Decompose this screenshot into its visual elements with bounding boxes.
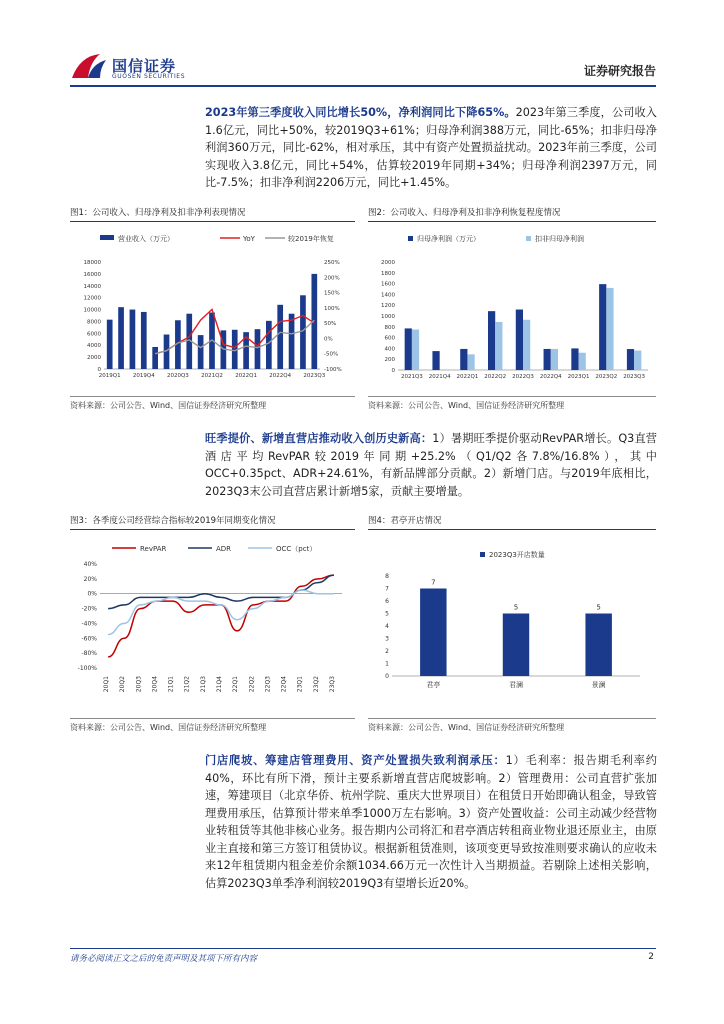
- fig4-y-tick: 7: [385, 585, 389, 593]
- fig1-bar-revenue: [198, 335, 204, 369]
- fig3-x-tick: 22Q1: [232, 676, 240, 693]
- fig3-x-tick: 23Q1: [296, 676, 304, 693]
- paragraph-profit-pressure-highlight: 门店爬坡、筹建店管理费用、资产处置损失致利润承压：: [205, 754, 506, 767]
- fig3-y-tick: 20%: [83, 575, 97, 583]
- fig2-source: 资料来源：公司公告、Wind、国信证券经济研究所整理: [368, 401, 565, 410]
- fig2-bar-netprofit: [544, 349, 551, 370]
- fig2-legend: [408, 234, 584, 243]
- fig1-bar-revenue: [130, 310, 136, 369]
- fig1-bar-revenue: [255, 329, 261, 369]
- fig2-title-rule: [368, 221, 656, 222]
- fig1-y-tick-right: 50%: [324, 321, 337, 328]
- fig3-y-tick: 40%: [83, 561, 97, 568]
- fig3-y-tick: -20%: [81, 605, 97, 613]
- fig2-legend-netprofit: 归母净利润（万元）: [417, 235, 480, 243]
- fig4-bars: [420, 579, 612, 677]
- company-name-cn: 国信证券: [112, 57, 177, 75]
- fig2-y-tick: 800: [384, 324, 395, 331]
- fig3-x-tick: 21Q3: [199, 676, 207, 693]
- fig3-y-tick: -40%: [81, 620, 97, 628]
- fig3-source: 资料来源：公司公告、Wind、国信证券经济研究所整理: [70, 723, 267, 732]
- fig4-data-label: 5: [596, 603, 601, 612]
- fig4-y-tick: 4: [385, 623, 389, 630]
- fig1-bar-revenue: [266, 321, 272, 369]
- fig1-y-tick-left: 6000: [87, 331, 101, 338]
- fig2-bar-deducted: [412, 330, 419, 371]
- fig3-line-revpar: [108, 575, 334, 657]
- fig4-chart: [368, 534, 658, 714]
- fig4-bar: [420, 589, 446, 677]
- fig2-y-tick: 1200: [381, 303, 395, 310]
- fig4-title-rule: [368, 529, 656, 530]
- paragraph-profit-pressure: [205, 752, 657, 892]
- fig1-y-tick-left: 18000: [83, 260, 101, 266]
- fig3-y-tick: -80%: [81, 650, 97, 658]
- fig3-chart: [70, 534, 360, 714]
- fig3-y-tick: -100%: [77, 665, 97, 672]
- fig3-x-tick: 22Q3: [264, 676, 272, 693]
- footer-disclaimer-note: 请务必阅读正文之后的免责声明及其项下所有内容: [70, 954, 258, 964]
- fig2-x-tick: 2022Q1: [456, 374, 479, 380]
- fig4-bar: [585, 614, 611, 677]
- fig1-bar-revenue: [107, 320, 113, 369]
- fig3-x-tick: 23Q2: [312, 676, 320, 693]
- fig1-x-tick: 2020Q3: [166, 373, 189, 379]
- fig4-legend: [480, 550, 545, 559]
- fig1-legend: [100, 234, 334, 243]
- fig1-y-tick-left: 10000: [83, 307, 101, 314]
- fig2-legend-deducted: 扣非归母净利润: [535, 235, 584, 243]
- company-name-en: GUOSEN SECURITIES: [112, 73, 186, 80]
- fig1-bottom-rule: [70, 396, 355, 397]
- fig1-chart: [70, 224, 360, 394]
- fig1-bar-revenue: [152, 347, 158, 369]
- fig1-y-tick-left: 14000: [83, 283, 101, 290]
- fig1-x-tick: 2019Q4: [132, 373, 155, 379]
- page-number: 2: [648, 952, 654, 962]
- fig3-x-tick: 20Q3: [135, 676, 143, 693]
- fig4-y-tick: 8: [385, 573, 389, 580]
- fig3-line-adr: [108, 575, 334, 609]
- fig1-title: 图1：公司收入、归母净利及扣非净利表现情况: [70, 208, 246, 218]
- fig2-bar-netprofit: [571, 348, 578, 370]
- fig2-bar-deducted: [467, 354, 474, 370]
- fig2-bar-deducted: [606, 288, 613, 370]
- fig3-title: 图3：各季度公司经营综合指标较2019年同期变化情况: [70, 516, 276, 526]
- fig2-y-tick: 400: [384, 346, 395, 353]
- fig4-data-label: 7: [431, 578, 436, 587]
- fig3-bottom-rule: [70, 718, 355, 719]
- fig1-legend-revenue-swatch: [100, 235, 114, 240]
- fig1-y-tick-left: 0: [97, 367, 101, 373]
- fig2-bar-netprofit: [516, 310, 523, 370]
- fig1-y-tick-right: 0%: [324, 336, 333, 343]
- fig2-y-tick: 0: [391, 368, 395, 374]
- fig2-y-tick: 600: [384, 335, 395, 342]
- fig2-title: 图2：公司收入、归母净利及扣非净利恢复程度情况: [368, 208, 561, 218]
- fig1-bar-revenue: [289, 314, 295, 369]
- fig2-bottom-rule: [368, 396, 656, 397]
- fig4-bottom-rule: [368, 718, 656, 719]
- fig1-y-tick-left: 12000: [83, 295, 101, 302]
- fig2-chart: [368, 224, 658, 394]
- fig2-legend-netprofit-swatch: [408, 236, 413, 241]
- fig1-legend-yoy: YoY: [243, 235, 255, 243]
- fig2-x-tick: 2022Q4: [539, 374, 562, 380]
- paragraph-revenue-drivers: [205, 430, 657, 500]
- fig2-bar-deducted: [579, 353, 586, 370]
- fig3-legend-occ: OCC（pct）: [276, 545, 317, 553]
- fig2-bar-netprofit: [432, 351, 439, 370]
- fig2-bar-netprofit: [599, 284, 606, 370]
- fig1-x-tick: 2022Q4: [269, 373, 292, 379]
- fig1-y-tick-left: 2000: [87, 355, 101, 362]
- fig2-x-tick: 2023Q3: [623, 374, 646, 380]
- footer-divider: [70, 948, 656, 949]
- fig2-y-tick: 1800: [381, 270, 395, 277]
- fig4-data-label: 5: [513, 603, 519, 612]
- paragraph-q3-summary-body: 2023年第三季度，公司收入1.6亿元，同比+50%，较2019Q3+61%；归母净利润388万元，同比-65%；扣非归母净利润360万元，同比-62%，相对承压，其中有资产处置损益扰动。2023年前三季度，公司实现收入3.8亿元，同比+54%，估算较2019年同期+34%；归母净利润2397万元，同比-7.5%；扣非净利润2206万元，同比+1.45%。: [205, 106, 657, 189]
- fig4-y-tick: 6: [385, 598, 389, 605]
- fig4-y-tick: 2: [385, 648, 389, 655]
- fig1-x-tick: 2022Q1: [235, 373, 258, 379]
- fig2-bar-netprofit: [488, 311, 495, 370]
- document-type: 证券研究报告: [583, 64, 656, 78]
- fig4-y-tick: 5: [385, 610, 389, 618]
- fig2-bars: [405, 284, 642, 370]
- fig3-y-tick: 0%: [87, 590, 97, 598]
- fig3-y-tick: -60%: [81, 635, 97, 643]
- fig1-legend-recovery: 较2019年恢复: [288, 235, 334, 243]
- fig3-x-tick: 22Q4: [280, 676, 288, 693]
- fig2-bar-deducted: [523, 320, 530, 370]
- fig2-bar-deducted: [495, 322, 502, 370]
- fig1-bar-revenue: [141, 312, 147, 369]
- fig2-bar-netprofit: [405, 328, 412, 370]
- fig1-bar-revenue: [277, 305, 283, 369]
- fig1-title-rule: [70, 221, 355, 222]
- fig3-legend-revpar: RevPAR: [140, 545, 167, 553]
- fig2-x-tick: 2023Q1: [567, 374, 590, 380]
- fig1-y-tick-left: 4000: [87, 343, 101, 350]
- fig3-title-rule: [70, 529, 355, 530]
- fig3-lines: [108, 575, 334, 657]
- fig3-x-tick: 21Q2: [183, 676, 191, 693]
- fig4-x-tick: 景澜: [591, 681, 606, 689]
- fig2-y-tick: 1000: [381, 314, 395, 320]
- fig4-title: 图4：君亭开店情况: [368, 516, 442, 526]
- fig2-x-tick: 2023Q2: [595, 374, 618, 380]
- fig1-legend-revenue: 营业收入（万元）: [118, 235, 174, 243]
- fig4-legend-label: 2023Q3开店数量: [489, 551, 545, 559]
- fig3-legend-adr: ADR: [216, 545, 232, 553]
- fig3-legend: [112, 545, 316, 553]
- fig2-legend-deducted-swatch: [526, 236, 531, 241]
- fig1-x-tick: 2023Q3: [303, 373, 326, 379]
- fig3-x-tick: 20Q1: [103, 676, 111, 693]
- paragraph-revenue-drivers-highlight: 旺季提价、新增直营店推动收入创历史新高：: [205, 432, 433, 445]
- header-divider: [70, 85, 656, 87]
- fig3-x-tick: 20Q4: [151, 676, 159, 693]
- page-header: [0, 0, 724, 90]
- fig1-y-tick-right: -100%: [324, 367, 342, 373]
- fig2-bar-deducted: [634, 351, 641, 370]
- fig2-bar-netprofit: [627, 349, 634, 370]
- fig1-y-tick-right: 250%: [324, 260, 340, 266]
- fig4-y-tick: 1: [385, 660, 389, 668]
- fig2-y-tick: 1400: [381, 292, 395, 299]
- fig1-y-tick-left: 8000: [87, 319, 101, 326]
- fig2-bar-netprofit: [460, 349, 467, 370]
- fig1-y-tick-right: 100%: [324, 305, 340, 312]
- fig1-source: 资料来源：公司公告、Wind、国信证券经济研究所整理: [70, 401, 267, 410]
- fig2-y-tick: 200: [384, 357, 395, 364]
- fig1-y-tick-right: -50%: [324, 351, 339, 358]
- fig1-y-tick-left: 16000: [83, 271, 101, 278]
- fig1-x-tick: 2019Q1: [98, 373, 121, 379]
- fig2-x-tick: 2021Q4: [428, 374, 451, 380]
- paragraph-q3-summary: [205, 104, 657, 192]
- fig2-x-tick: 2022Q2: [484, 374, 507, 380]
- fig4-y-tick: 3: [385, 635, 389, 643]
- fig1-bar-revenue: [300, 295, 306, 369]
- fig3-x-tick: 21Q1: [167, 676, 175, 693]
- guosen-logo-icon: [70, 52, 108, 82]
- fig1-bar-revenue: [118, 307, 124, 369]
- fig1-y-tick-right: 150%: [324, 290, 340, 297]
- fig4-source: 资料来源：公司公告、Wind、国信证券经济研究所整理: [368, 723, 565, 732]
- fig3-x-tick: 21Q4: [216, 676, 223, 693]
- fig4-legend-swatch: [480, 552, 485, 557]
- fig2-y-tick: 2000: [381, 260, 395, 266]
- fig3-x-tick: 23Q3: [328, 676, 336, 693]
- paragraph-revenue-drivers-body: 1）暑期旺季提价驱动RevPAR增长。Q3直营酒店平均RevPAR较2019年同期+25.2%（Q1/Q2各7.8%/16.8%），其中OCC+0.35pct、ADR+24.61%，有新品牌部分贡献。2）新增门店。与2019年底相比，2023Q3末公司直营店累计新增5家，贡献主要增量。: [205, 432, 657, 498]
- fig4-x-tick: 君澜: [509, 681, 523, 689]
- fig3-x-tick: 22Q2: [248, 676, 256, 693]
- fig3-x-tick: 20Q2: [119, 676, 127, 693]
- fig2-x-tick: 2022Q3: [512, 374, 534, 380]
- fig2-x-tick: 2021Q3: [400, 374, 423, 380]
- fig2-bar-deducted: [551, 349, 558, 370]
- paragraph-q3-summary-highlight: 2023年第三季度收入同比增长50%，净利润同比下降65%。: [205, 106, 516, 119]
- fig4-x-tick: 君亭: [426, 681, 441, 689]
- paragraph-profit-pressure-body: 1）毛利率：报告期毛利率约40%，环比有所下滑，预计主要系新增直营店爬坡影响。2）管理费用：公司直营扩张加速，筹建项目（北京华侨、杭州学院、重庆大世界项目）在租赁日开始即确认租金，导致管理费用承压，估算预计带来单季1000万左右影响。3）资产处置收益：公司主动减少经营物业转租赁等其他非核心业务。报告期内公司将汇和君亭酒店转租商业物业退还原业主，由原业主直接和第三方签订租赁协议。根据新租赁准则，该项变更导致按准则要求确认的应收未来12年租赁期内租金差价余额1034.66万元一次性计入当期损益。若剔除上述相关影响，估算2023Q3单季净利润较2019Q3有望增长近20%。: [205, 754, 657, 890]
- fig2-y-tick: 1600: [381, 281, 395, 288]
- fig1-y-tick-right: 200%: [324, 275, 340, 282]
- fig1-x-tick: 2021Q2: [201, 373, 223, 379]
- fig4-y-tick: 0: [385, 673, 389, 680]
- fig4-bar: [503, 614, 529, 677]
